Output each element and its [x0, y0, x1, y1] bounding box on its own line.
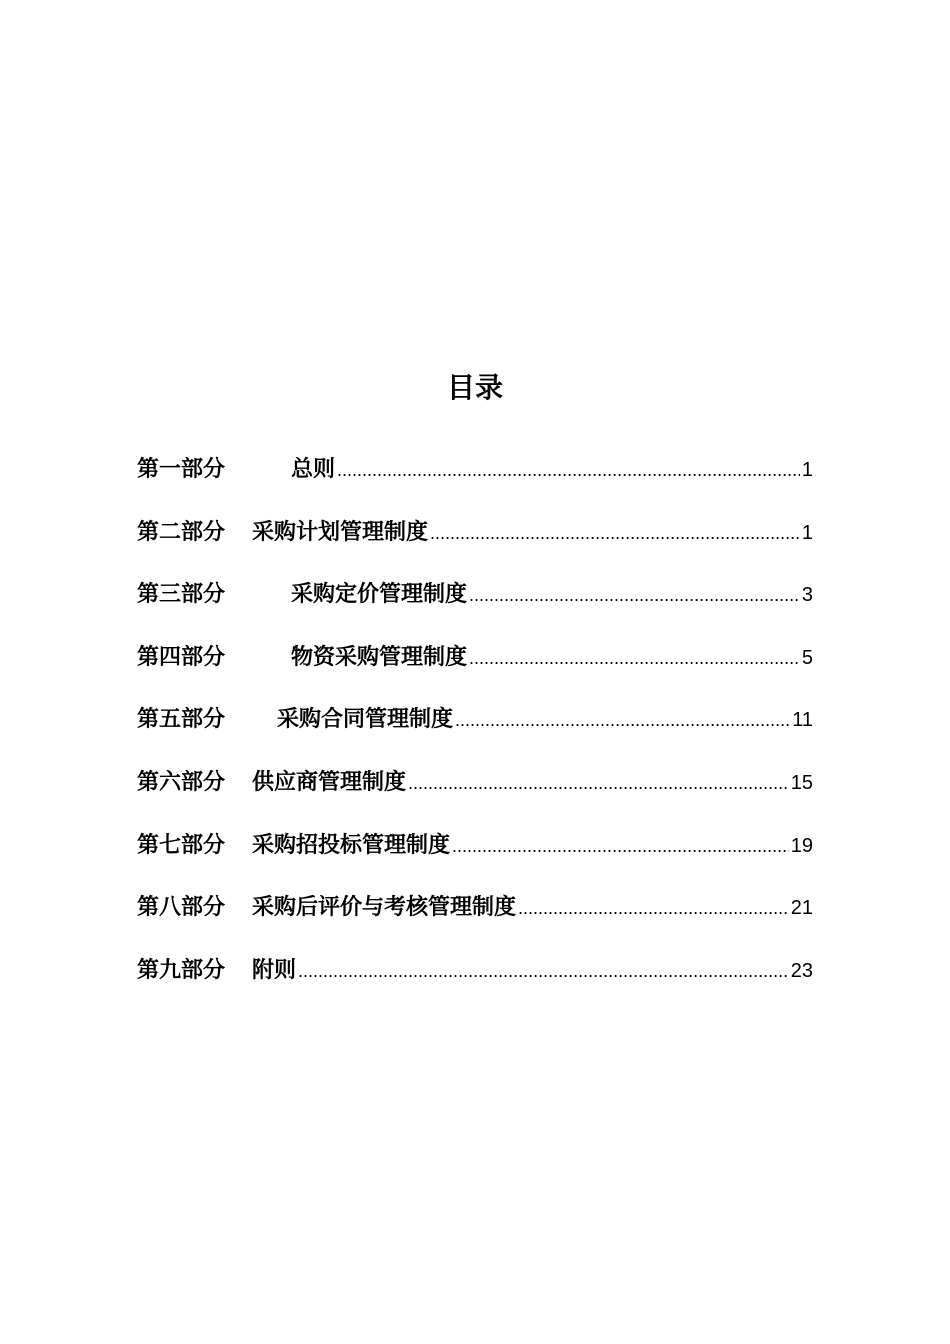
toc-entry-1[interactable] [137, 452, 813, 515]
toc-entry-7[interactable] [137, 828, 813, 891]
toc-dot-leader [518, 890, 789, 926]
toc-part-label: 第六部分 [137, 769, 226, 795]
toc-page-number: 19 [790, 834, 813, 857]
toc-dot-leader [298, 953, 789, 989]
toc-page-number: 15 [790, 771, 813, 794]
toc-part-label: 第二部分 [137, 519, 226, 545]
toc-entry-9[interactable] [137, 953, 813, 1016]
toc-entry-title: 采购定价管理制度 [291, 582, 468, 608]
toc-entry-title: 总则 [291, 457, 336, 482]
toc-entry-title: 采购招投标管理制度 [252, 832, 451, 858]
toc-page-number: 1 [801, 459, 813, 481]
toc-part-label: 第九部分 [137, 957, 226, 983]
toc-page-number: 11 [792, 709, 813, 732]
toc-entry-title: 采购合同管理制度 [277, 707, 454, 733]
toc-entry-8[interactable] [137, 890, 813, 953]
toc-page-number: 21 [790, 897, 813, 920]
toc-dot-leader [337, 452, 800, 488]
toc-entry-title: 采购计划管理制度 [252, 519, 429, 545]
toc-page-number: 1 [801, 521, 813, 544]
toc-entry-5[interactable] [137, 702, 813, 765]
toc-dot-leader [455, 702, 790, 738]
toc-part-label: 第四部分 [137, 644, 226, 670]
toc-entry-title: 供应商管理制度 [252, 769, 407, 795]
toc-dot-leader [452, 828, 789, 864]
toc-dot-leader [408, 765, 789, 801]
toc-part-label: 第七部分 [137, 832, 226, 858]
table-of-contents [137, 452, 813, 1015]
toc-part-label: 第五部分 [137, 707, 226, 733]
toc-part-label: 第三部分 [137, 582, 226, 608]
toc-part-label: 第八部分 [137, 895, 226, 921]
toc-dot-leader [469, 640, 800, 676]
toc-dot-leader [469, 577, 800, 613]
toc-page-number: 5 [801, 646, 813, 669]
toc-entry-3[interactable] [137, 577, 813, 640]
toc-page-number: 23 [790, 959, 813, 982]
toc-entry-title: 附则 [252, 957, 297, 983]
toc-entry-6[interactable] [137, 765, 813, 828]
toc-page-number: 3 [801, 584, 813, 607]
page-title: 目录 [446, 371, 503, 404]
toc-part-label: 第一部分 [137, 457, 226, 482]
toc-entry-title: 采购后评价与考核管理制度 [252, 895, 517, 921]
toc-dot-leader [430, 515, 800, 551]
toc-entry-4[interactable] [137, 640, 813, 703]
toc-entry-title: 物资采购管理制度 [291, 644, 468, 670]
toc-entry-2[interactable] [137, 515, 813, 578]
